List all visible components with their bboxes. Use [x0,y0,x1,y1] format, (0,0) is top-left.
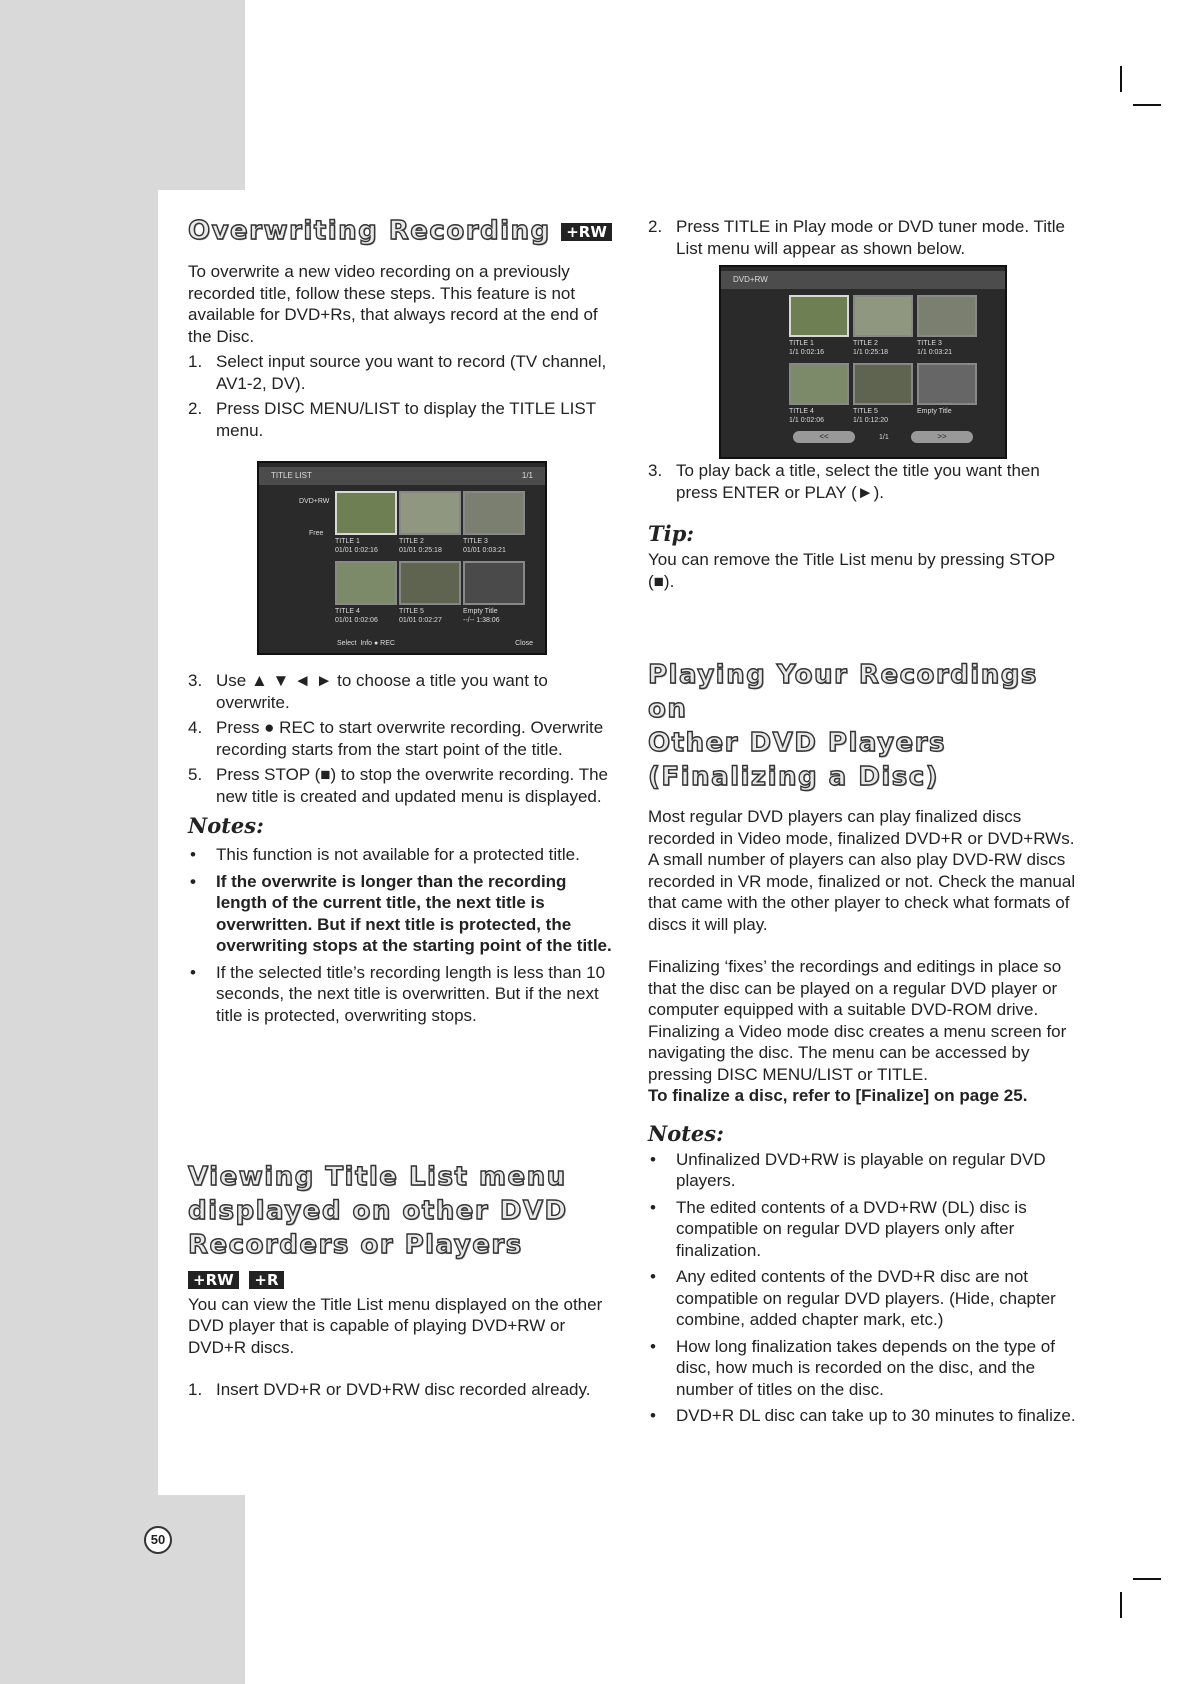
list-item: 5. Press STOP (■) to stop the overwrite recording. The new title is created and updated menu is displayed. [188,765,608,806]
list-item: • This function is not available for a protected title. [190,845,580,864]
list-item: • The edited contents of a DVD+RW (DL) disc is compatible on regular DVD players only after finalization. [650,1197,1027,1260]
title-list-screenshot: TITLE LIST 1/1 DVD+RW Free TITLE 1 01/01 0:02:16 TITLE 2 01/01 0:25:18 TITLE 3 01/01 0:03:21 TITLE 4 01/01 0:02:06 TITLE 5 01/01 0:02:27 Empty Title --/-- 1:38:06 Select Info ● REC Close [257,461,547,655]
list-item: • Any edited contents of the DVD+R disc are not compatible on regular DVD players. (Hide, chapter combine, added chapter mark, etc.) [650,1267,1056,1329]
list-item: • DVD+R DL disc can take up to 30 minutes to finalize. [650,1406,1076,1425]
title-thumbnail [853,363,913,405]
list-item: 1. Insert DVD+R or DVD+RW disc recorded already. [188,1380,591,1399]
viewing-intro: You can view the Title List menu displayed on the other DVD player that is capable of playing DVD+RW or DVD+R discs. [188,1294,603,1357]
list-item: • If the selected title’s recording length is less than 10 seconds, the next title is overwritten. But if the next title is protected, overwriting stops. [190,962,606,1025]
title-thumbnail [335,561,397,605]
list-item: 3. To play back a title, select the title you want then press ENTER or PLAY (►). [648,461,1040,502]
left-column-steps [188,666,616,1026]
title-thumbnail [853,295,913,337]
page-indicator: 1/1 [879,434,889,441]
r-badge: +R [249,1271,283,1289]
screen-footer: Select Info ● REC Close [337,640,533,647]
title-thumbnail [917,295,977,337]
tip-heading: Tip: [648,521,695,546]
title-thumbnail [335,491,397,535]
list-item: 2. Press DISC MENU/LIST to display the TITLE LIST menu. [188,399,596,440]
title-thumbnail [463,561,525,605]
finalize-reference: To finalize a disc, refer to [Finalize] on page 25. [648,1086,1028,1105]
finalize-para-1: Most regular DVD players can play finalized discs recorded in Video mode, finalized DVD+R or DVD+RWs. A small number of players can also play DVD-RW discs recorded in VR mode, finalized or not. Check the manual that came with the other player to check what formats of discs it will play. [648,807,1076,934]
screen-free-label: Free [309,530,324,537]
prev-page-button[interactable]: << [793,431,855,443]
finalize-para-3: Finalizing a Video mode disc creates a menu screen for navigating the disc. The menu can be accessed by pressing DISC MENU/LIST or TITLE. [648,1021,1067,1084]
right-column-finalize [648,658,1084,1427]
viewing-heading: Viewing Title List menu displayed on other DVD Recorders or Players [188,1162,568,1260]
list-item: 1. Select input source you want to record (TV channel, AV1-2, DV). [188,352,607,393]
list-item: • If the overwrite is longer than the recording length of the current title, the next title is overwritten. But if next title is protected, the overwriting stops at the starting point of the title. [190,871,612,955]
screen-header-bar: TITLE LIST 1/1 [259,467,545,485]
next-page-button[interactable]: >> [911,431,973,443]
list-item: 4. Press ● REC to start overwrite recording. Overwrite recording starts from the start point of the title. [188,718,604,759]
title-thumbnail [463,491,525,535]
overwrite-intro: To overwrite a new video recording on a previously recorded title, follow these steps. This feature is not available for DVD+Rs, that always record at the end of the Disc. [188,262,598,346]
list-item: 2. Press TITLE in Play mode or DVD tuner mode. Title List menu will appear as shown below. [648,217,1065,258]
finalize-para-2: Finalizing ‘fixes’ the recordings and editings in place so that the disc can be played on a regular DVD player or computer equipped with a suitable DVD-ROM drive. [648,957,1062,1019]
crop-mark-bottom-v [1120,1592,1122,1618]
crop-mark-top-h [1133,104,1161,106]
left-column-viewing [188,1160,616,1401]
title-list-screenshot-other-player: DVD+RW TITLE 1 1/1 0:02:16 TITLE 2 1/1 0:25:18 TITLE 3 1/1 0:03:21 TITLE 4 1/1 0:02:06 TITLE 5 1/1 0:12:20 Empty Title << 1/1 >> [719,265,1007,459]
finalize-heading: Playing Your Recordings on Other DVD Players (Finalizing a Disc) [648,660,1038,792]
notes-heading: Notes: [188,813,264,838]
rw-badge: +RW [561,223,612,241]
screen-header-bar: DVD+RW [721,271,1005,289]
left-column-top [188,214,616,441]
title-thumbnail [399,491,461,535]
tip-text: You can remove the Title List menu by pressing STOP (■). [648,550,1055,591]
title-thumbnail [917,363,977,405]
page-number-badge: 50 [144,1526,172,1554]
crop-mark-top-v [1120,66,1122,92]
list-item: • Unfinalized DVD+RW is playable on regular DVD players. [650,1149,1046,1190]
notes-heading: Notes: [648,1120,724,1146]
right-column-top [648,216,1084,259]
title-thumbnail [789,295,849,337]
overwrite-heading [188,214,616,248]
crop-mark-bottom-h [1133,1578,1161,1580]
right-column-mid [648,460,1084,592]
title-thumbnail [789,363,849,405]
screen-disc-label: DVD+RW [299,498,330,505]
title-thumbnail [399,561,461,605]
list-item: 3. Use ▲ ▼ ◄ ► to choose a title you want to overwrite. [188,671,548,712]
list-item: • How long finalization takes depends on the type of disc, how much is recorded on the disc, and the number of titles on the disc. [650,1336,1055,1399]
rw-badge: +RW [188,1271,239,1289]
overwrite-title: Overwriting Recording [188,216,551,246]
